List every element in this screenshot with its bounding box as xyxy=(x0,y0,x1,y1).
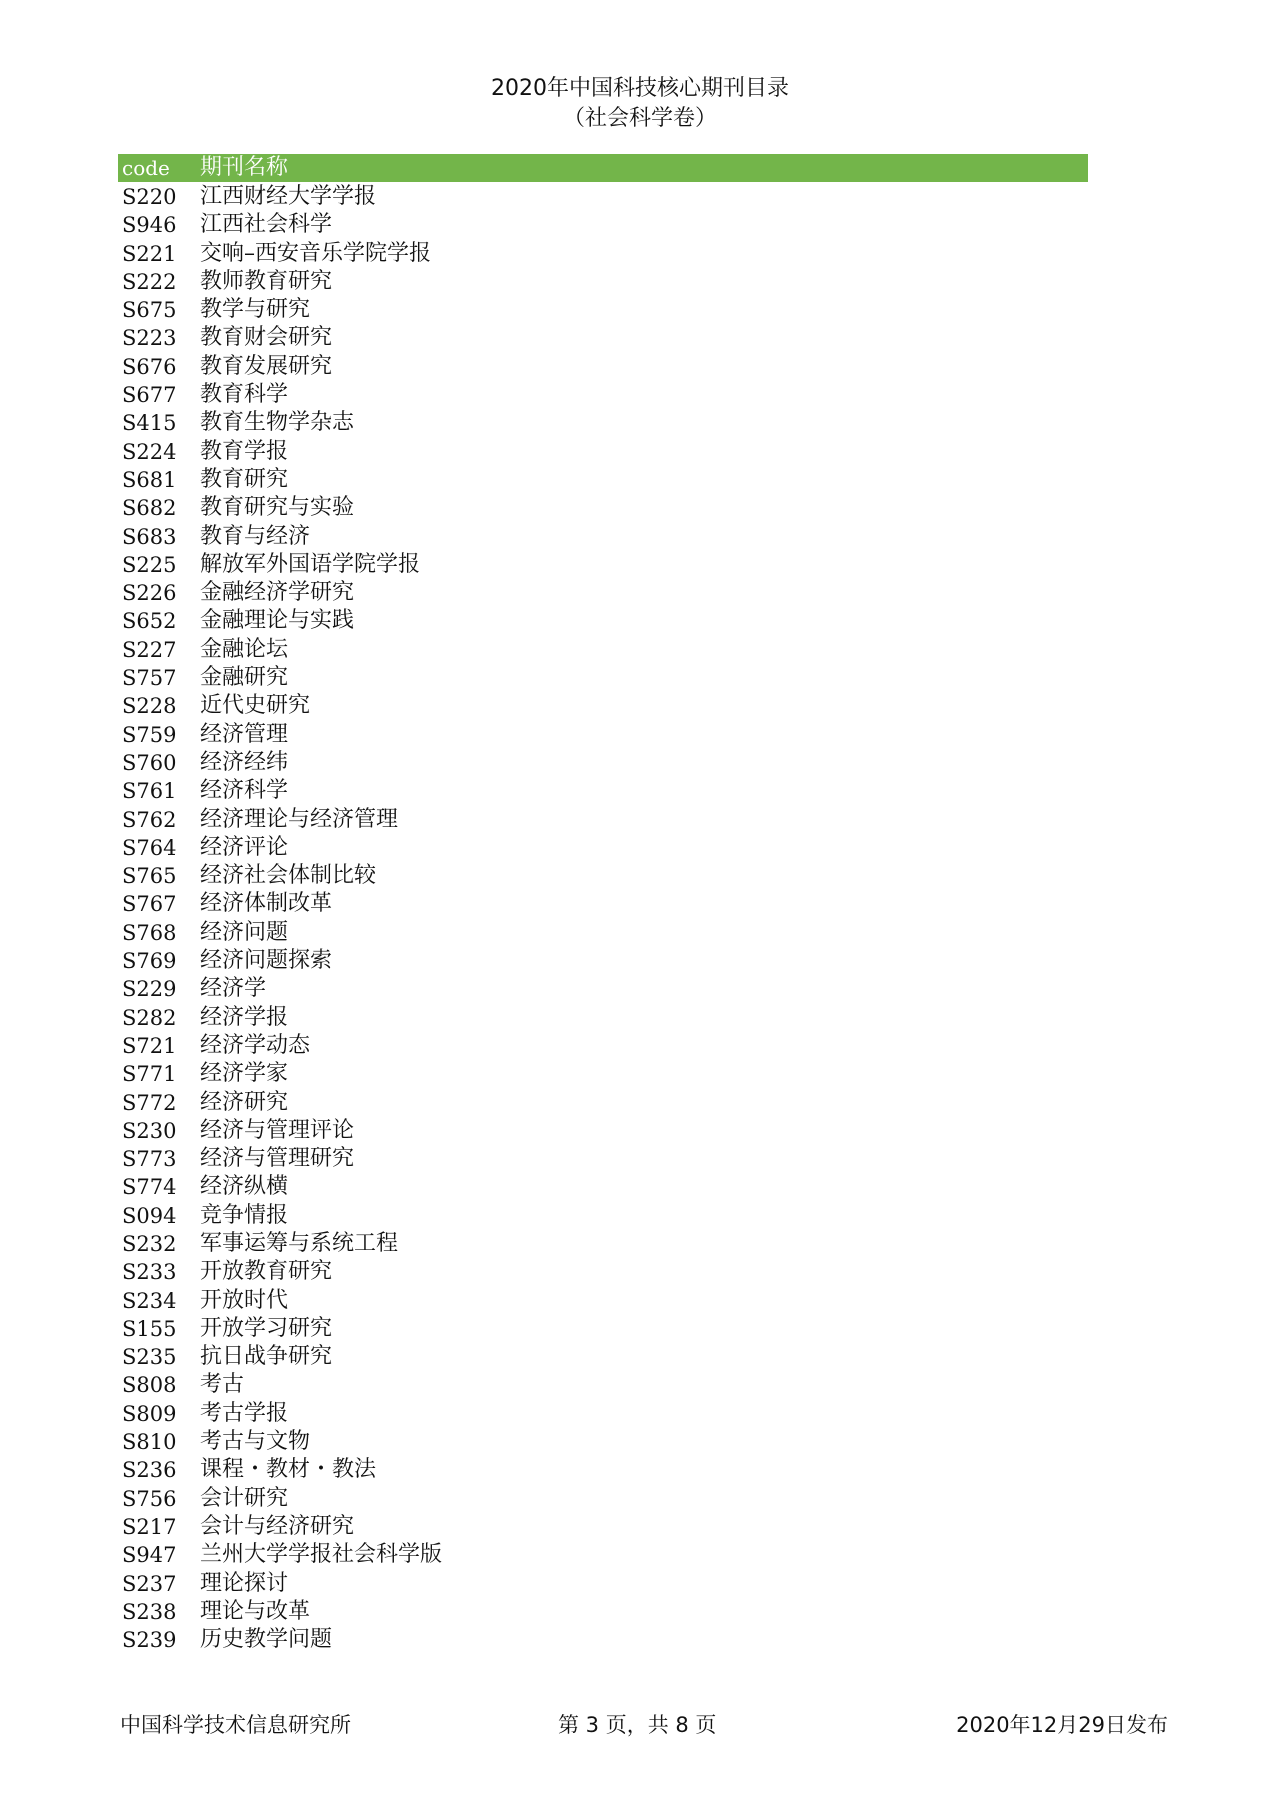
journal-name: 经济评论 xyxy=(200,834,289,860)
journal-code: S238 xyxy=(122,1599,177,1624)
journal-code: S683 xyxy=(122,524,177,549)
table-row xyxy=(118,268,1088,296)
journal-name: 经济学 xyxy=(200,976,267,1002)
column-header-code: code xyxy=(122,156,170,180)
journal-code: S232 xyxy=(122,1231,177,1256)
table-row xyxy=(118,721,1088,749)
journal-name: 开放学习研究 xyxy=(200,1315,333,1341)
journal-code: S764 xyxy=(122,835,177,860)
table-row xyxy=(118,353,1088,381)
journal-name: 金融研究 xyxy=(200,665,289,691)
table-row xyxy=(118,183,1088,211)
table-row xyxy=(118,1541,1088,1569)
table-header-row xyxy=(118,154,1088,182)
journal-code: S227 xyxy=(122,637,177,662)
journal-name: 江西财经大学学报 xyxy=(200,184,377,209)
journal-code: S224 xyxy=(122,439,177,464)
table-row xyxy=(118,1004,1088,1032)
table-row xyxy=(118,1343,1088,1371)
journal-name: 考古学报 xyxy=(200,1400,289,1426)
table-row xyxy=(118,1287,1088,1315)
journal-name: 兰州大学学报社会科学版 xyxy=(200,1542,443,1568)
journal-code: S230 xyxy=(122,1118,177,1143)
journal-code: S233 xyxy=(122,1260,177,1285)
footer-publisher: 中国科学技术信息研究所 xyxy=(120,1713,351,1737)
table-row xyxy=(118,749,1088,777)
journal-name: 经济与管理评论 xyxy=(200,1117,355,1143)
table-row xyxy=(118,1371,1088,1399)
journal-code: S769 xyxy=(122,949,177,974)
journal-name: 教育科学 xyxy=(200,382,289,408)
column-header-journal-name: 期刊名称 xyxy=(200,155,289,180)
journal-name: 解放军外国语学院学报 xyxy=(200,551,421,577)
journal-code: S771 xyxy=(122,1062,177,1087)
table-row xyxy=(118,692,1088,720)
table-row xyxy=(118,806,1088,834)
journal-code: S681 xyxy=(122,467,177,492)
table-row xyxy=(118,919,1088,947)
journal-code: S759 xyxy=(122,722,177,747)
table-row xyxy=(118,1230,1088,1258)
journal-name: 教师教育研究 xyxy=(200,268,333,294)
table-row xyxy=(118,1598,1088,1626)
journal-name: 经济经纬 xyxy=(200,749,289,775)
table-row xyxy=(118,466,1088,494)
table-row xyxy=(118,607,1088,635)
journal-name: 教育发展研究 xyxy=(200,353,333,379)
journal-code: S652 xyxy=(122,609,177,634)
footer-release-date: 2020年12月29日发布 xyxy=(956,1713,1168,1737)
journal-name: 经济社会体制比较 xyxy=(200,863,377,889)
journal-name: 会计研究 xyxy=(200,1485,289,1511)
journal-code: S228 xyxy=(122,694,177,719)
table-row xyxy=(118,240,1088,268)
journal-code: S768 xyxy=(122,920,177,945)
table-row xyxy=(118,579,1088,607)
table-row xyxy=(118,862,1088,890)
table-row xyxy=(118,1089,1088,1117)
table-row xyxy=(118,324,1088,352)
document-subtitle: （社会科学卷） xyxy=(562,106,717,131)
journal-code: S239 xyxy=(122,1628,177,1653)
table-row xyxy=(118,438,1088,466)
journal-code: S675 xyxy=(122,298,177,323)
journal-name: 教育生物学杂志 xyxy=(200,410,355,436)
journal-name: 抗日战争研究 xyxy=(200,1344,333,1370)
table-row xyxy=(118,1258,1088,1286)
table-row xyxy=(118,296,1088,324)
table-row xyxy=(118,975,1088,1003)
journal-name: 教育财会研究 xyxy=(200,325,333,351)
journal-code: S237 xyxy=(122,1571,177,1596)
journal-code: S760 xyxy=(122,750,177,775)
journal-name: 教学与研究 xyxy=(200,297,311,323)
journal-code: S767 xyxy=(122,892,177,917)
journal-code: S808 xyxy=(122,1373,177,1398)
table-row xyxy=(118,1570,1088,1598)
journal-name: 金融论坛 xyxy=(200,636,289,662)
journal-name: 考古 xyxy=(200,1372,245,1398)
table-row xyxy=(118,494,1088,522)
document-header xyxy=(0,74,1280,134)
journal-name: 历史教学问题 xyxy=(200,1627,333,1653)
journal-code: S236 xyxy=(122,1458,177,1483)
journal-code: S773 xyxy=(122,1147,177,1172)
journal-code: S809 xyxy=(122,1401,177,1426)
journal-code: S220 xyxy=(122,185,177,209)
table-row xyxy=(118,409,1088,437)
table-row xyxy=(118,551,1088,579)
journal-name: 竞争情报 xyxy=(200,1202,289,1228)
table-row xyxy=(118,947,1088,975)
footer-page-number: 第 3 页，共 8 页 xyxy=(558,1713,717,1737)
journal-name: 近代史研究 xyxy=(200,693,311,719)
table-row xyxy=(118,1513,1088,1541)
journal-code: S415 xyxy=(122,411,177,436)
journal-code: S757 xyxy=(122,666,177,691)
page-footer xyxy=(0,1710,1280,1740)
journal-name: 经济学报 xyxy=(200,1004,289,1030)
journal-code: S094 xyxy=(122,1203,177,1228)
journal-name: 经济学家 xyxy=(200,1061,289,1087)
journal-name: 教育研究与实验 xyxy=(200,495,355,521)
journal-code: S761 xyxy=(122,779,177,804)
table-row xyxy=(118,1032,1088,1060)
table-row xyxy=(118,1173,1088,1201)
journal-code: S721 xyxy=(122,1033,177,1058)
table-row xyxy=(118,1145,1088,1173)
journal-name: 教育研究 xyxy=(200,466,289,492)
table-row xyxy=(118,1060,1088,1088)
journal-code: S226 xyxy=(122,581,177,606)
journal-name: 经济与管理研究 xyxy=(200,1146,355,1172)
journal-code: S762 xyxy=(122,807,177,832)
journal-code: S682 xyxy=(122,496,177,521)
table-row xyxy=(118,1400,1088,1428)
table-row xyxy=(118,1117,1088,1145)
journal-name: 考古与文物 xyxy=(200,1429,311,1455)
journal-code: S229 xyxy=(122,977,177,1002)
document-title: 2020年中国科技核心期刊目录 xyxy=(491,76,789,101)
journal-code: S774 xyxy=(122,1175,177,1200)
journal-list xyxy=(118,183,1088,1654)
journal-name: 经济体制改革 xyxy=(200,891,333,917)
journal-name: 课程・教材・教法 xyxy=(200,1457,377,1483)
table-row xyxy=(118,523,1088,551)
journal-name: 教育学报 xyxy=(200,438,289,464)
journal-code: S222 xyxy=(122,269,177,294)
journal-code: S676 xyxy=(122,354,177,379)
journal-code: S217 xyxy=(122,1514,177,1539)
journal-code: S946 xyxy=(122,213,177,238)
table-row xyxy=(118,1315,1088,1343)
journal-name: 经济纵横 xyxy=(200,1174,289,1200)
table-row xyxy=(118,1485,1088,1513)
journal-code: S772 xyxy=(122,1090,177,1115)
journal-code: S235 xyxy=(122,1345,177,1370)
journal-name: 经济学动态 xyxy=(200,1032,311,1058)
table-row xyxy=(118,834,1088,862)
journal-code: S225 xyxy=(122,552,177,577)
journal-code: S677 xyxy=(122,383,177,408)
journal-name: 教育与经济 xyxy=(200,523,311,549)
journal-code: S810 xyxy=(122,1430,177,1455)
journal-name: 金融理论与实践 xyxy=(200,608,355,634)
journal-name: 金融经济学研究 xyxy=(200,580,355,606)
journal-name: 经济科学 xyxy=(200,778,289,804)
table-row xyxy=(118,1428,1088,1456)
journal-name: 经济管理 xyxy=(200,721,289,747)
journal-name: 经济理论与经济管理 xyxy=(200,806,399,832)
journal-name: 理论探讨 xyxy=(200,1570,289,1596)
journal-name: 经济问题 xyxy=(200,919,289,945)
journal-code: S282 xyxy=(122,1005,177,1030)
journal-name: 经济问题探索 xyxy=(200,948,333,974)
table-row xyxy=(118,777,1088,805)
table-row xyxy=(118,1626,1088,1654)
journal-code: S234 xyxy=(122,1288,177,1313)
journal-code: S155 xyxy=(122,1316,177,1341)
table-row xyxy=(118,211,1088,239)
journal-name: 江西社会科学 xyxy=(200,212,333,238)
journal-name: 军事运筹与系统工程 xyxy=(200,1230,399,1256)
journal-code: S765 xyxy=(122,864,177,889)
journal-code: S947 xyxy=(122,1543,177,1568)
journal-code: S756 xyxy=(122,1486,177,1511)
journal-name: 开放教育研究 xyxy=(200,1259,333,1285)
table-row xyxy=(118,664,1088,692)
journal-name: 理论与改革 xyxy=(200,1598,311,1624)
table-row xyxy=(118,1456,1088,1484)
journal-name: 开放时代 xyxy=(200,1287,289,1313)
journal-name: 会计与经济研究 xyxy=(200,1513,355,1539)
journal-code: S223 xyxy=(122,326,177,351)
table-row xyxy=(118,381,1088,409)
table-row xyxy=(118,1202,1088,1230)
journal-code: S221 xyxy=(122,241,177,266)
table-row xyxy=(118,636,1088,664)
journal-name: 经济研究 xyxy=(200,1089,289,1115)
journal-name: 交响–西安音乐学院学报 xyxy=(200,240,432,266)
table-row xyxy=(118,890,1088,918)
